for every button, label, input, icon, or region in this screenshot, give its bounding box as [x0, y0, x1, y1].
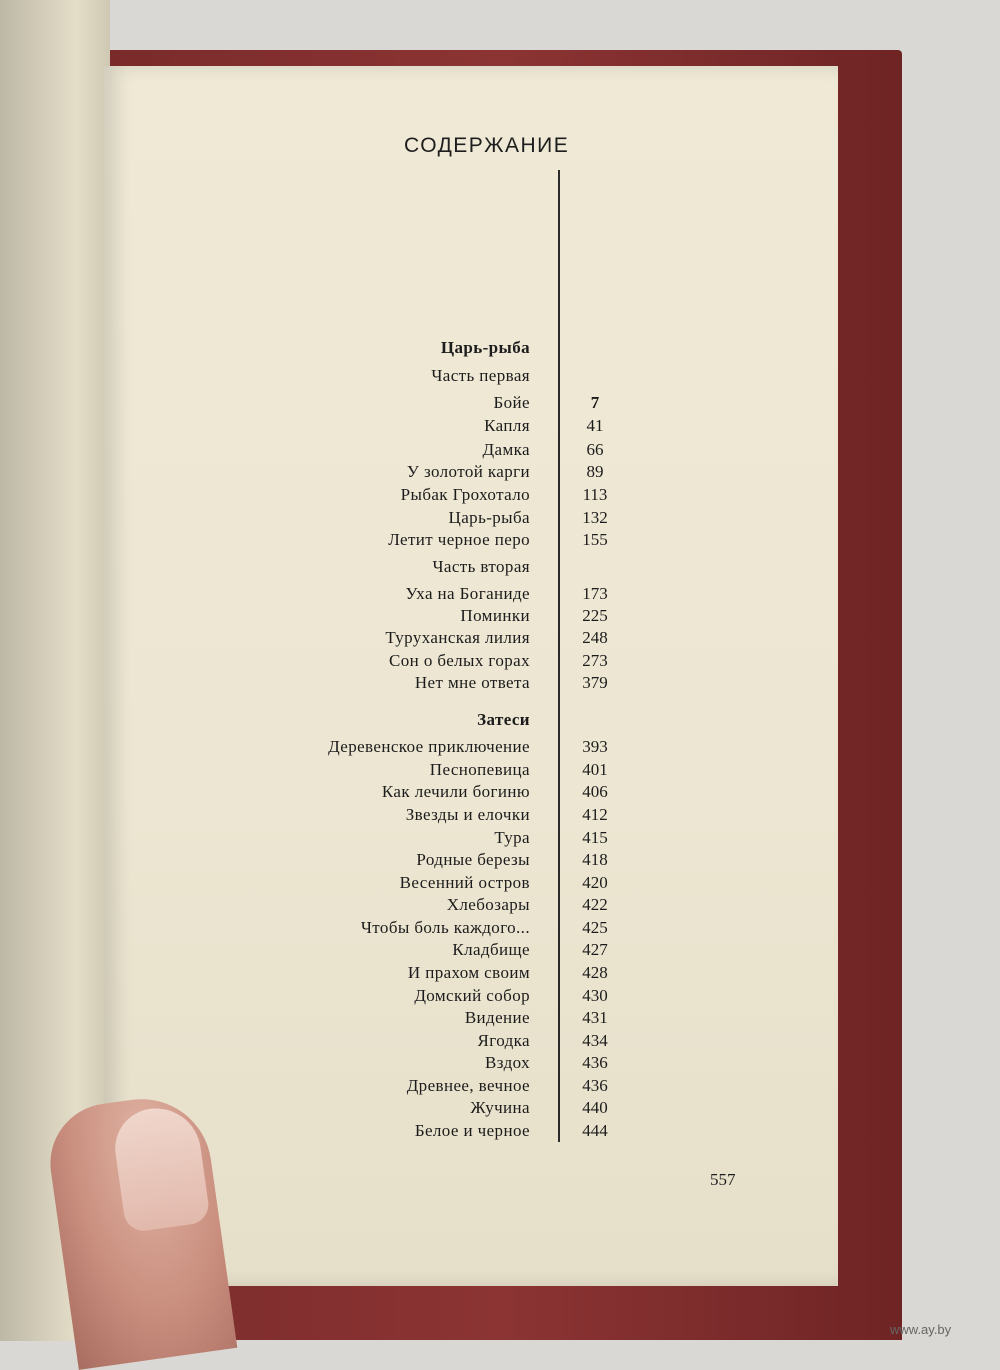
toc-page-number: 428 [582, 963, 608, 982]
toc-title: Звезды и елочки [405, 805, 530, 824]
page-title: СОДЕРЖАНИЕ [404, 134, 570, 157]
toc-page-number: 412 [582, 805, 608, 824]
toc-page-number: 418 [582, 850, 608, 869]
toc-page-number: 420 [582, 873, 608, 892]
toc-page-number: 273 [582, 651, 608, 670]
toc-page-number: 113 [582, 485, 608, 504]
toc-title: Чтобы боль каждого... [360, 918, 530, 937]
toc-page-number: 7 [590, 393, 600, 412]
toc-title: Часть первая [431, 366, 530, 385]
toc-title: И прахом своим [407, 963, 530, 982]
toc-page-number: 225 [582, 606, 608, 625]
toc-title: Ягодка [477, 1031, 530, 1050]
toc-page-number: 155 [582, 530, 608, 549]
page-number: 557 [710, 1170, 736, 1189]
toc-page-number: 379 [582, 673, 608, 692]
toc-page-number: 415 [582, 828, 608, 847]
toc-title: Вздох [485, 1053, 530, 1072]
toc-title: Летит черное перо [388, 530, 530, 549]
toc-page-number: 401 [582, 760, 608, 779]
toc-page-number: 132 [582, 508, 608, 527]
toc-page-number: 406 [582, 782, 608, 801]
toc-page-number: 440 [582, 1098, 608, 1117]
toc-title: Нет мне ответа [414, 673, 530, 692]
toc-page-number: 436 [582, 1053, 608, 1072]
toc-title: Царь-рыба [440, 338, 530, 357]
toc-page-number: 422 [582, 895, 608, 914]
toc-title: Рыбак Грохотало [400, 485, 530, 504]
toc-page-number: 427 [582, 940, 608, 959]
toc-title: Хлебозары [446, 895, 530, 914]
toc-title: Часть вторая [432, 557, 530, 576]
toc-title: Дамка [482, 440, 530, 459]
toc-page-number: 173 [582, 584, 608, 603]
toc-title: У золотой карги [406, 462, 530, 481]
toc-page-number: 431 [582, 1008, 608, 1027]
toc-title: Весенний остров [399, 873, 530, 892]
toc-title: Песнопевица [429, 760, 530, 779]
toc-title: Деревенское приключение [328, 737, 530, 756]
toc-title: Затеси [477, 710, 530, 729]
toc-page-number: 434 [582, 1031, 608, 1050]
toc-title: Тура [494, 828, 530, 847]
toc-title: Уха на Боганиде [405, 584, 530, 603]
toc-title: Капля [484, 416, 530, 435]
toc-page-number: 444 [582, 1121, 608, 1140]
toc-page-number: 436 [582, 1076, 608, 1095]
vertical-rule [558, 170, 560, 1142]
toc-title: Видение [464, 1008, 530, 1027]
toc-page-number: 89 [586, 462, 604, 481]
watermark: www.ay.by [890, 1322, 952, 1337]
toc-page-number: 41 [586, 416, 604, 435]
toc-title: Бойе [493, 393, 530, 412]
toc-title: Жучина [470, 1098, 530, 1117]
toc-title: Поминки [460, 606, 530, 625]
toc-title: Домский собор [414, 986, 530, 1005]
toc-page-number: 393 [582, 737, 608, 756]
toc-page-number: 430 [582, 986, 608, 1005]
toc-title: Туруханская лилия [385, 628, 530, 647]
toc-title: Царь-рыба [448, 508, 530, 527]
toc-title: Как лечили богиню [381, 782, 530, 801]
toc-title: Сон о белых горах [389, 651, 530, 670]
toc-page-number: 248 [582, 628, 608, 647]
toc-title: Древнее, вечное [406, 1076, 530, 1095]
toc-title: Кладбище [452, 940, 530, 959]
toc-title: Родные березы [416, 850, 530, 869]
toc-title: Белое и черное [414, 1121, 530, 1140]
toc-page-number: 425 [582, 918, 608, 937]
toc-page-number: 66 [586, 440, 604, 459]
